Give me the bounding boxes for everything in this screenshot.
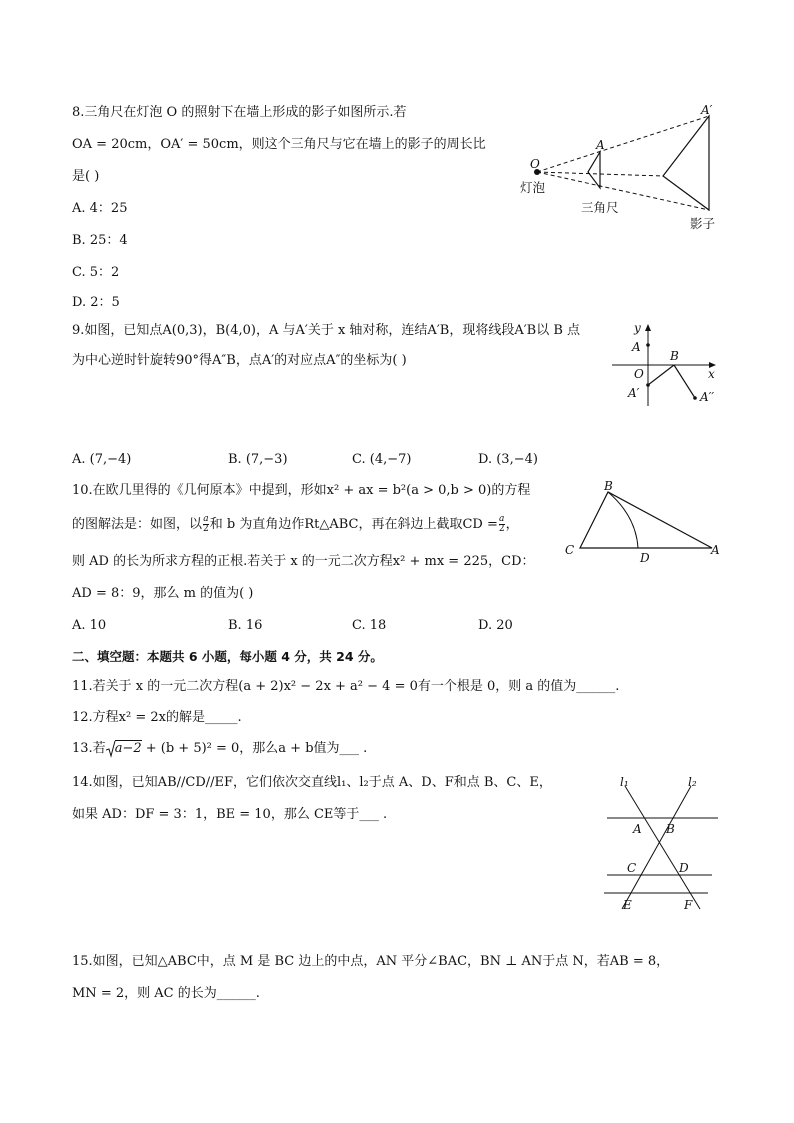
q10-option-a: A. 10 bbox=[72, 618, 107, 633]
q9-label-o: O bbox=[634, 367, 644, 381]
q14-line1: 14.如图，已知AB//CD//EF，它们依次交直线l₁、l₂于点 A、D、F和点 B、C、E， bbox=[72, 775, 552, 790]
q10-fraction-a-over-2: $\frac{a}{2}$ bbox=[203, 514, 209, 534]
q8-label-o: O bbox=[530, 157, 540, 171]
q10-line4: AD = 8：9，那么 m 的值为( ) bbox=[72, 586, 254, 601]
q14-label-b: B bbox=[666, 822, 675, 836]
q8-label-a: A bbox=[596, 138, 605, 152]
q8-label-shadow: 影子 bbox=[690, 216, 716, 231]
q9-label-a-prime: A′ bbox=[628, 386, 640, 400]
q10-line3: 则 AD 的长为所求方程的正根.若关于 x 的一元二次方程x² + mx = 225，CD： bbox=[72, 554, 535, 569]
q13-text: 13.若 a−2 + (b + 5)² = 0，那么a + b值为___ . bbox=[72, 741, 368, 756]
q14-label-d: D bbox=[679, 861, 689, 875]
q10-line1: 10.在欧几里得的《几何原本》中提到，形如x² + ax = b²(a > 0,b > 0)的方程 bbox=[72, 483, 531, 498]
q9-label-x: x bbox=[708, 367, 715, 381]
q8-option-c: C. 5：2 bbox=[72, 265, 120, 280]
q10-line2-part-a: 的图解法是：如图，以 bbox=[72, 517, 203, 532]
q14-label-l2: l₂ bbox=[688, 775, 697, 789]
q8-label-bulb: 灯泡 bbox=[520, 180, 546, 195]
q10-label-d: D bbox=[640, 551, 650, 565]
q8-label-a-prime: A′ bbox=[701, 103, 713, 117]
q9-option-a: A. (7,−4) bbox=[72, 452, 132, 467]
q8-label-ruler: 三角尺 bbox=[581, 200, 619, 215]
q10-line2-part-c: ， bbox=[505, 517, 519, 532]
q8-option-d: D. 2：5 bbox=[72, 295, 120, 310]
q10-line2 bbox=[72, 515, 519, 534]
q13-square-root: a−2 bbox=[106, 740, 142, 758]
q9-option-d: D. (3,−4) bbox=[478, 452, 538, 467]
q10-label-b: B bbox=[604, 479, 613, 493]
q10-fraction-cd: $\frac{a}{2}$ bbox=[498, 514, 505, 534]
q10-option-c: C. 18 bbox=[352, 618, 387, 633]
q8-figure-shadow bbox=[520, 100, 740, 235]
q15-line2: MN = 2，则 AC 的长为______. bbox=[72, 986, 260, 1001]
q9-line1: 9.如图，已知点A(0,3)，B(4,0)，A 与A′关于 x 轴对称，连结A′B，现将线段A′B以 B 点 bbox=[72, 323, 581, 338]
q14-label-c: C bbox=[627, 861, 637, 875]
q10-option-b: B. 16 bbox=[228, 618, 263, 633]
q10-label-a: A bbox=[711, 543, 720, 557]
q14-label-f: F bbox=[684, 898, 693, 912]
q9-label-a: A bbox=[632, 340, 641, 354]
q14-line2: 如果 AD：DF = 3：1，BE = 10，那么 CE等于___ . bbox=[72, 807, 388, 822]
q10-option-d: D. 20 bbox=[478, 618, 513, 633]
section-heading: 二、填空题：本题共 6 小题，每小题 4 分，共 24 分。 bbox=[72, 649, 383, 664]
q9-option-b: B. (7,−3) bbox=[228, 452, 288, 467]
q10-figure-triangle bbox=[560, 478, 730, 568]
q9-label-a-double-prime: A′′ bbox=[700, 390, 715, 404]
q8-line2: OA = 20cm，OA′ = 50cm，则这个三角尺与它在墙上的影子的周长比 bbox=[72, 137, 486, 152]
q9-option-c: C. (4,−7) bbox=[352, 452, 412, 467]
q14-label-e: E bbox=[623, 898, 632, 912]
q8-line1: 8.三角尺在灯泡 O 的照射下在墙上形成的影子如图所示.若 bbox=[72, 105, 407, 120]
q9-line2: 为中心逆时针旋转90°得A″B，点A′的对应点A″的坐标为( ) bbox=[72, 353, 407, 368]
q8-line3: 是( ) bbox=[72, 169, 100, 184]
q9-figure-coordinate bbox=[610, 318, 730, 410]
q10-label-c: C bbox=[565, 543, 575, 557]
q8-option-b: B. 25：4 bbox=[72, 233, 128, 248]
q10-line2-part-b: 和 b 为直角边作Rt△ABC，再在斜边上截取CD = bbox=[209, 517, 498, 532]
q15-line1: 15.如图，已知△ABC中，点 M 是 BC 边上的中点，AN 平分∠BAC，BN ⊥ AN于点 N，若AB = 8， bbox=[72, 954, 670, 969]
q14-figure-parallel-lines bbox=[600, 772, 725, 917]
q9-label-y: y bbox=[634, 321, 641, 335]
q12-text: 12.方程x² = 2x的解是_____. bbox=[72, 710, 242, 725]
q11-text: 11.若关于 x 的一元二次方程(a + 2)x² − 2x + a² − 4 = 0有一个根是 0，则 a 的值为______. bbox=[72, 679, 620, 694]
q14-label-a: A bbox=[633, 822, 642, 836]
q8-option-a: A. 4：25 bbox=[72, 201, 128, 216]
q14-label-l1: l₁ bbox=[620, 775, 629, 789]
q9-label-b: B bbox=[670, 349, 679, 363]
